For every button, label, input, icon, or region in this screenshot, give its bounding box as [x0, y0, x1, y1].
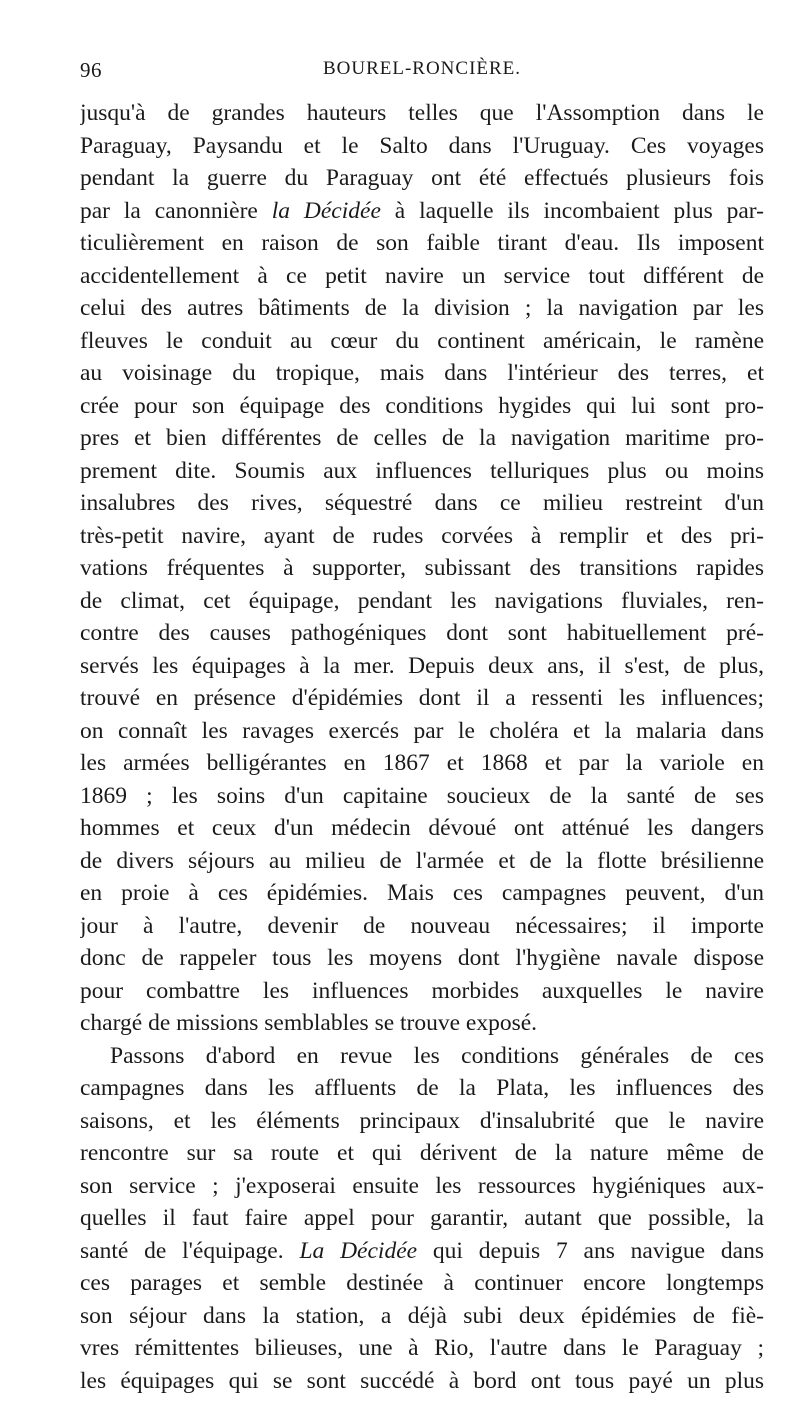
text-line: quelles il faut faire appel pour garantir, autant que possible, la	[80, 1205, 764, 1231]
ship-name: La Décidée	[299, 1237, 418, 1264]
text-line: les équipages qui se sont succédé à bord ont tous payé un plus	[80, 1367, 764, 1394]
text-line: trouvé en présence d'épidémies dont il a ressenti les influences;	[80, 685, 764, 711]
text-line: jusqu'à de grandes hauteurs telles que l'Assomption dans le	[80, 100, 764, 126]
text-line: fleuves le conduit au cœur du continent américain, le ramène	[80, 327, 764, 354]
text-line: pour combattre les influences morbides auxquelles le navire	[80, 977, 764, 1004]
ship-name: la Décidée	[271, 197, 381, 224]
text-line: jour à l'autre, devenir de nouveau nécessaires; il importe	[80, 912, 764, 939]
text-line: rencontre sur sa route et qui dérivent de la nature même de	[80, 1140, 764, 1166]
text-line: 1869 ; les soins d'un capitaine soucieux de la santé de ses	[80, 782, 764, 809]
running-title: BOUREL-RONCIÈRE.	[322, 58, 522, 79]
text-line: prement dite. Soumis aux influences telluriques plus ou moins	[80, 457, 764, 484]
text-segment: à laquelle ils incombaient plus par-	[380, 197, 764, 224]
text-segment: santé de l'équipage.	[80, 1237, 300, 1264]
text-line: les armées belligérantes en 1867 et 1868 et par la variole en	[80, 750, 764, 776]
paragraph-1	[80, 97, 764, 1040]
text-line: chargé de missions semblables se trouve exposé.	[80, 1010, 538, 1036]
text-line	[80, 195, 764, 228]
text-line: hommes et ceux d'un médecin dévoué ont atténué les dangers	[80, 815, 764, 841]
text-line: son séjour dans la station, a déjà subi deux épidémies de fiè-	[80, 1302, 764, 1329]
text-line: au voisinage du tropique, mais dans l'intérieur des terres, et	[80, 360, 764, 386]
text-line: saisons, et les éléments principaux d'insalubrité que le navire	[80, 1107, 764, 1134]
text-line: vations fréquentes à supporter, subissant des transitions rapides	[80, 555, 764, 581]
text-line: on connaît les ravages exercés par le choléra et la malaria dans	[80, 717, 764, 744]
text-segment: qui depuis 7 ans navigue dans	[417, 1237, 764, 1264]
body-text	[80, 97, 764, 1397]
text-line: celui des autres bâtiments de la division ; la navigation par les	[80, 295, 764, 321]
text-line: ticulièrement en raison de son faible tirant d'eau. Ils imposent	[80, 230, 764, 256]
paragraph-2	[80, 1040, 764, 1398]
text-line: pres et bien différentes de celles de la navigation maritime pro-	[80, 425, 764, 451]
page-number: 96	[80, 58, 102, 82]
running-head	[80, 58, 764, 86]
text-line: de divers séjours au milieu de l'armée et de la flotte brésilienne	[80, 847, 764, 874]
text-line: crée pour son équipage des conditions hygides qui lui sont pro-	[80, 392, 764, 419]
text-line: pendant la guerre du Paraguay ont été effectués plusieurs fois	[80, 165, 764, 191]
text-line: très-petit navire, ayant de rudes corvées à remplir et des pri-	[80, 522, 764, 549]
text-line	[80, 1235, 764, 1268]
text-line: donc de rappeler tous les moyens dont l'hygiène navale dispose	[80, 945, 764, 971]
text-line: Passons d'abord en revue les conditions générales de ces	[110, 1042, 764, 1069]
text-line: servés les équipages à la mer. Depuis deux ans, il s'est, de plus,	[80, 652, 764, 679]
text-line: en proie à ces épidémies. Mais ces campagnes peuvent, d'un	[80, 880, 764, 906]
text-line: ces parages et semble destinée à continuer encore longtemps	[80, 1270, 764, 1296]
text-line: de climat, cet équipage, pendant les navigations fluviales, ren-	[80, 587, 764, 614]
text-line: vres rémittentes bilieuses, une à Rio, l'autre dans le Paraguay ;	[80, 1335, 764, 1361]
text-line: insalubres des rives, séquestré dans ce milieu restreint d'un	[80, 490, 764, 516]
text-segment: par la canonnière	[80, 197, 272, 224]
text-line: accidentellement à ce petit navire un service tout différent de	[80, 262, 764, 289]
text-line: contre des causes pathogéniques dont sont habituellement pré-	[80, 620, 764, 646]
text-line: son service ; j'exposerai ensuite les ressources hygiéniques aux-	[80, 1172, 764, 1199]
text-line: Paraguay, Paysandu et le Salto dans l'Uruguay. Ces voyages	[80, 132, 764, 159]
text-line: campagnes dans les affluents de la Plata, les influences des	[80, 1075, 764, 1101]
